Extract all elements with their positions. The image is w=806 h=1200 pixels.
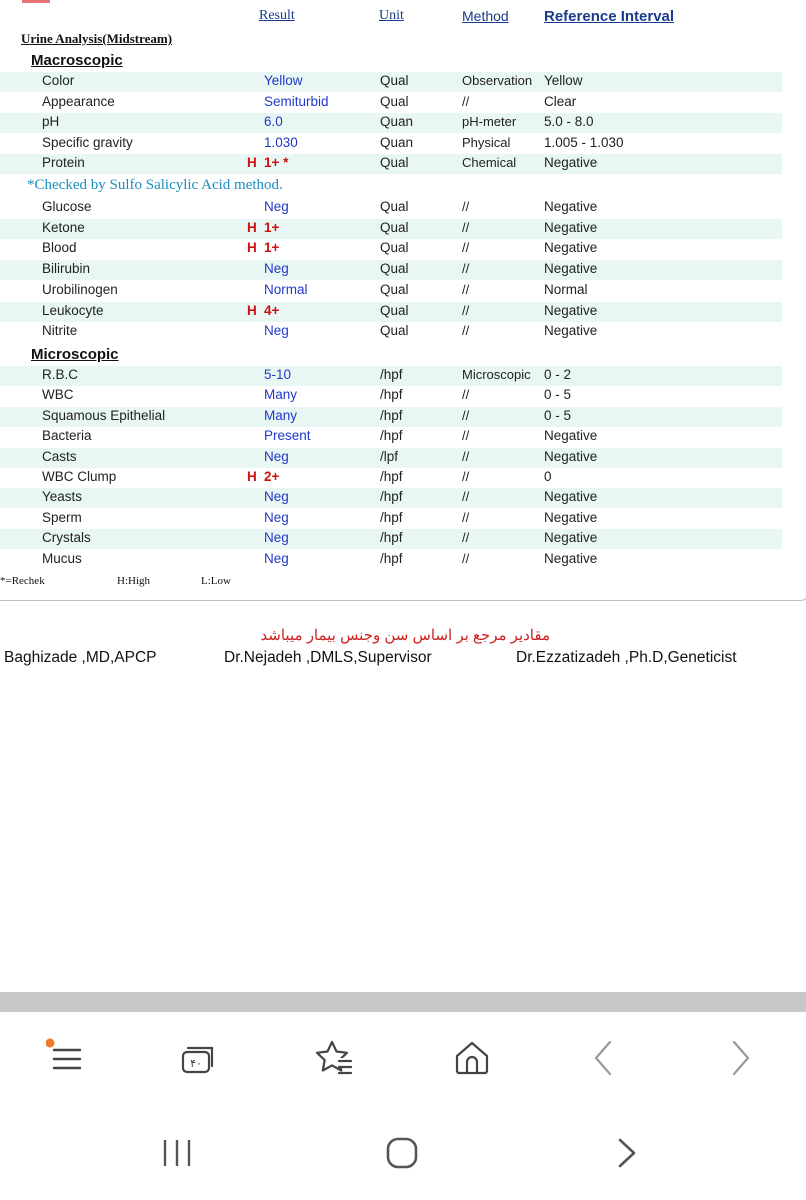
reference-value: Negative: [544, 155, 598, 170]
high-flag: H: [247, 155, 257, 170]
microscopic-title: Microscopic: [31, 346, 119, 363]
test-name: Protein: [42, 155, 85, 170]
reference-value: Negative: [544, 530, 598, 546]
high-flag: H: [247, 469, 257, 484]
unit-value: Qual: [380, 155, 409, 170]
result-value: Neg: [264, 530, 289, 546]
macroscopic-title: Macroscopic: [31, 52, 123, 69]
method-value: //: [462, 219, 470, 235]
unit-value: Qual: [380, 240, 409, 256]
unit-value: Qual: [380, 302, 409, 318]
method-value: //: [462, 469, 470, 484]
unit-value: Qual: [380, 199, 409, 214]
result-value: 1+ *: [264, 155, 289, 170]
reference-value: Negative: [544, 219, 598, 235]
result-value: Present: [264, 428, 311, 444]
test-name: WBC: [42, 387, 74, 403]
result-value: 1.030: [264, 134, 298, 150]
unit-value: /hpf: [380, 509, 403, 525]
result-row: [0, 260, 782, 280]
reference-value: Yellow: [544, 73, 583, 88]
reference-value: Negative: [544, 302, 598, 318]
home-button[interactable]: [452, 1038, 492, 1078]
unit-value: Qual: [380, 261, 409, 277]
method-value: //: [462, 509, 470, 525]
test-name: Casts: [42, 448, 77, 464]
test-name: Squamous Epithelial: [42, 407, 166, 423]
result-row: [0, 448, 782, 468]
section-title: Urine Analysis(Midstream): [21, 31, 173, 46]
result-value: 2+: [264, 469, 280, 484]
method-value: //: [462, 550, 470, 566]
test-name: Blood: [42, 240, 77, 256]
corner-mark: [22, 0, 50, 3]
result-row: [0, 509, 782, 529]
reference-value: Negative: [544, 199, 598, 214]
test-name: Bacteria: [42, 428, 92, 444]
result-row: [0, 386, 782, 406]
result-row: [0, 281, 782, 301]
method-value: //: [462, 240, 470, 256]
result-row: [0, 550, 782, 570]
method-value: //: [462, 407, 470, 423]
legend-low: L:Low: [201, 575, 231, 587]
menu-button[interactable]: [46, 1038, 86, 1078]
method-value: //: [462, 261, 470, 277]
method-value: //: [462, 323, 470, 339]
result-value: 1+: [264, 219, 280, 235]
method-value: //: [462, 281, 470, 297]
reference-value: Negative: [544, 489, 598, 505]
method-value: //: [462, 93, 470, 109]
unit-value: /hpf: [380, 387, 403, 403]
unit-value: Qual: [380, 323, 409, 339]
result-row: [0, 239, 782, 259]
star-list-icon: [314, 1038, 354, 1078]
reference-value: 1.005 - 1.030: [544, 134, 624, 150]
high-flag: H: [247, 302, 257, 318]
result-row: [0, 407, 782, 427]
tabs-icon: [180, 1038, 220, 1078]
result-value: Many: [264, 407, 298, 423]
method-value: Chemical: [462, 155, 517, 170]
result-row: [0, 113, 782, 133]
test-name: Sperm: [42, 509, 82, 525]
test-name: Urobilinogen: [42, 281, 118, 297]
result-row: [0, 366, 782, 386]
unit-value: /hpf: [380, 469, 403, 484]
legend-recheck: *=Rechek: [0, 575, 45, 587]
result-row: [0, 427, 782, 447]
unit-value: Quan: [380, 134, 414, 150]
test-name: Leukocyte: [42, 302, 104, 318]
test-name: R.B.C: [42, 367, 79, 382]
result-value: 4+: [264, 302, 280, 318]
result-value: Neg: [264, 509, 289, 525]
result-value: Normal: [264, 281, 308, 297]
test-name: Ketone: [42, 219, 85, 235]
test-name: Specific gravity: [42, 134, 133, 150]
result-value: 1+: [264, 240, 280, 256]
reference-value: Negative: [544, 261, 598, 277]
header-result: Result: [259, 8, 295, 23]
reference-value: 0: [544, 469, 552, 484]
method-value: pH-meter: [462, 114, 517, 129]
result-value: Yellow: [264, 73, 303, 88]
result-value: Neg: [264, 448, 289, 464]
result-value: Semiturbid: [264, 93, 329, 109]
tabs-button[interactable]: [180, 1038, 220, 1078]
result-value: Neg: [264, 550, 289, 566]
method-value: //: [462, 387, 470, 403]
result-value: Neg: [264, 489, 289, 505]
method-value: Physical: [462, 134, 511, 150]
method-value: //: [462, 199, 470, 214]
result-row: [0, 468, 782, 488]
reference-value: Negative: [544, 448, 598, 464]
result-value: Many: [264, 387, 298, 403]
test-name: Appearance: [42, 93, 115, 109]
result-row: [0, 198, 782, 218]
unit-value: Qual: [380, 93, 409, 109]
reference-value: Clear: [544, 93, 577, 109]
reference-value: 0 - 5: [544, 407, 572, 423]
result-value: Neg: [264, 261, 289, 277]
unit-value: /hpf: [380, 530, 403, 546]
method-value: //: [462, 302, 470, 318]
method-value: //: [462, 428, 470, 444]
home-icon: [452, 1038, 492, 1078]
reference-value: 0 - 2: [544, 367, 572, 382]
test-name: WBC Clump: [42, 469, 117, 484]
unit-value: Qual: [380, 73, 409, 88]
forward-button[interactable]: [720, 1038, 760, 1078]
recent-apps-icon: [157, 1134, 197, 1174]
chevron-right-nav-icon: [608, 1134, 648, 1174]
result-value: 6.0: [264, 114, 283, 129]
home-nav-icon: [382, 1134, 422, 1174]
chevron-left-icon: [584, 1038, 624, 1078]
signature-right: Dr.Ezzatizadeh ,Ph.D,Geneticist: [516, 649, 737, 666]
test-name: Bilirubin: [42, 261, 91, 277]
test-name: Glucose: [42, 199, 92, 214]
reference-value: 5.0 - 8.0: [544, 114, 594, 129]
result-row: [0, 154, 782, 174]
header-unit: Unit: [379, 8, 404, 23]
result-row: [0, 219, 782, 239]
reference-value: Negative: [544, 428, 598, 444]
signature-center: Dr.Nejadeh ,DMLS,Supervisor: [224, 649, 432, 666]
reference-value: Negative: [544, 550, 598, 566]
back-button[interactable]: [584, 1038, 624, 1078]
test-name: Yeasts: [42, 489, 83, 505]
unit-value: Qual: [380, 281, 409, 297]
reference-value: Normal: [544, 281, 588, 297]
unit-value: Quan: [380, 114, 414, 129]
method-value: Microscopic: [462, 367, 531, 382]
reference-value: Negative: [544, 240, 598, 256]
bookmarks-button[interactable]: [314, 1038, 354, 1078]
header-method: Method: [462, 8, 509, 24]
method-value: //: [462, 489, 470, 505]
unit-value: /hpf: [380, 550, 403, 566]
unit-value: /hpf: [380, 428, 403, 444]
legend-high: H:High: [117, 575, 150, 587]
unit-value: Qual: [380, 219, 409, 235]
result-value: 5-10: [264, 367, 292, 382]
reference-value: Negative: [544, 509, 598, 525]
result-row: [0, 529, 782, 549]
home-nav-button[interactable]: [382, 1134, 422, 1174]
test-name: pH: [42, 114, 60, 129]
method-value: //: [462, 448, 470, 464]
unit-value: /hpf: [380, 367, 403, 382]
result-row: [0, 134, 782, 154]
result-row: [0, 322, 782, 342]
method-value: //: [462, 530, 470, 546]
result-row: [0, 93, 782, 113]
protein-note: *Checked by Sulfo Salicylic Acid method.: [27, 177, 283, 193]
header-reference: Reference Interval: [544, 8, 675, 25]
chevron-right-icon: [720, 1038, 760, 1078]
result-value: Neg: [264, 323, 289, 339]
test-name: Color: [42, 73, 75, 88]
menu-icon: [46, 1038, 86, 1078]
unit-value: /lpf: [380, 448, 399, 464]
result-row: [0, 302, 782, 322]
test-name: Crystals: [42, 530, 91, 546]
high-flag: H: [247, 219, 257, 235]
recent-apps-button[interactable]: [157, 1134, 197, 1174]
reference-value: Negative: [544, 323, 598, 339]
method-value: Observation: [462, 73, 533, 88]
tab-count: ۴۰: [190, 1057, 202, 1070]
viewer-divider: [0, 992, 806, 1012]
signature-left: Baghizade ,MD,APCP: [4, 649, 157, 666]
test-name: Nitrite: [42, 323, 78, 339]
reference-value: 0 - 5: [544, 387, 572, 403]
high-flag: H: [247, 240, 257, 256]
unit-value: /hpf: [380, 489, 403, 505]
unit-value: /hpf: [380, 407, 403, 423]
back-nav-button[interactable]: [608, 1134, 648, 1174]
test-name: Mucus: [42, 550, 82, 566]
result-value: Neg: [264, 199, 289, 214]
reference-note-persian: مقادیر مرجع بر اساس سن وجنس بیمار میباشد: [260, 627, 550, 644]
result-row: [0, 72, 782, 92]
result-row: [0, 488, 782, 508]
